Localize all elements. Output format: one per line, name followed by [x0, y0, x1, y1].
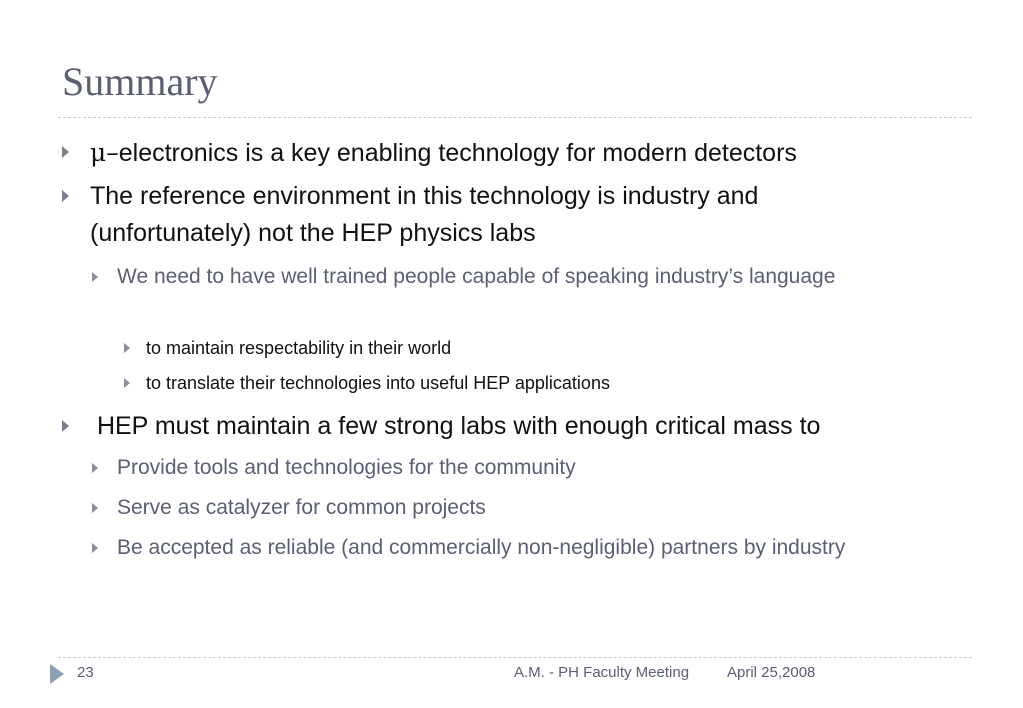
- sub-bullet-text: Be accepted as reliable (and commercially non-negligible) partners by industry: [117, 536, 846, 559]
- sub-bullet-text: We need to have well trained people capable of speaking industry’s language: [117, 265, 836, 288]
- bullet-text: electronics is a key enabling technology for modern detectors: [118, 139, 797, 167]
- sub-sub-bullet-text: to translate their technologies into useful HEP applications: [146, 373, 610, 393]
- footer-divider: [58, 657, 972, 658]
- footer-date: April 25,2008: [727, 664, 816, 681]
- bullet-text: The reference environment in this technology is industry and (unfortunately) not the HEP physics labs: [90, 182, 759, 247]
- sub-bullet-arrow-icon: [92, 463, 98, 473]
- sub-bullet-arrow-icon: [92, 503, 98, 513]
- bullet-arrow-icon: [62, 146, 69, 158]
- sub-sub-bullet-text: to maintain respectability in their world: [146, 338, 452, 358]
- footer-arrow-icon: [50, 664, 64, 684]
- sub-sub-bullet-arrow-icon: [124, 343, 130, 353]
- bullet-text: HEP must maintain a few strong labs with enough critical mass to: [90, 412, 821, 440]
- sub-bullet-arrow-icon: [92, 543, 98, 553]
- sub-sub-bullet-arrow-icon: [124, 378, 130, 388]
- title-divider: [58, 117, 972, 118]
- page-number: 23: [77, 664, 94, 681]
- footer-presenter: A.M. - PH Faculty Meeting: [514, 664, 690, 681]
- sub-bullet-arrow-icon: [92, 272, 98, 282]
- slide-title: Summary: [62, 59, 218, 104]
- sub-bullet-text: Provide tools and technologies for the community: [117, 456, 576, 479]
- bullet-arrow-icon: [62, 190, 69, 202]
- bullet-arrow-icon: [62, 420, 69, 432]
- sub-bullet-text: Serve as catalyzer for common projects: [117, 496, 486, 519]
- mu-symbol: μ–: [90, 138, 119, 167]
